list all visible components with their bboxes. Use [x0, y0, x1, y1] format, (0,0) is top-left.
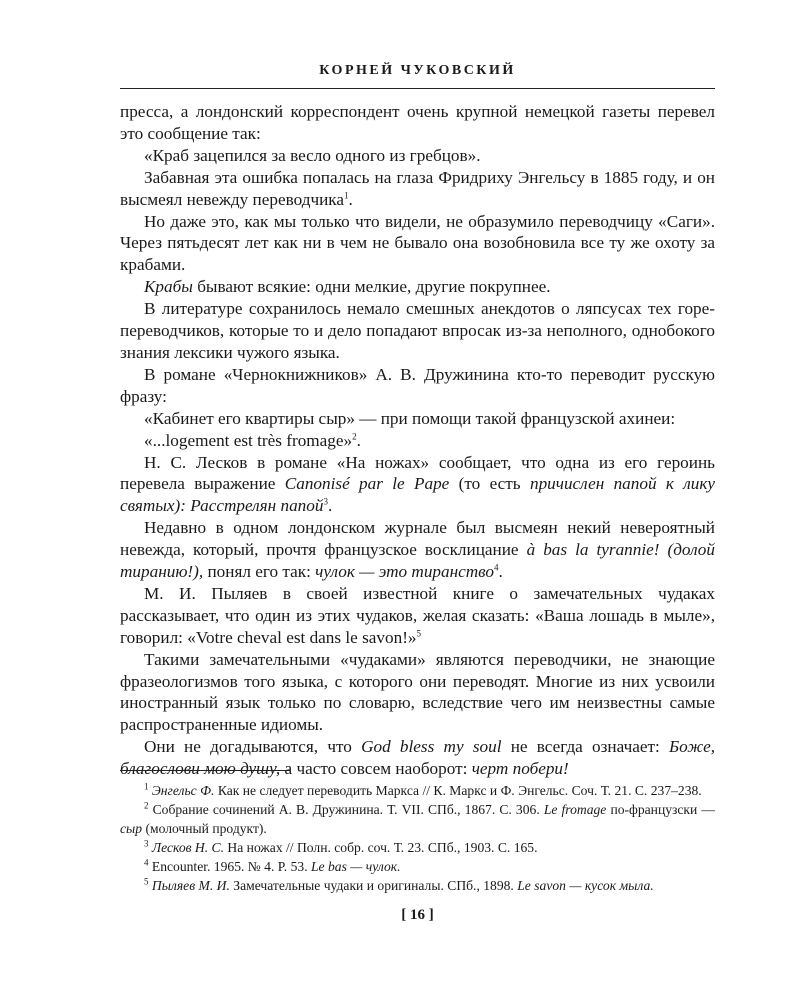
- paragraph-10-italic-b: Canonisé par le Pape: [284, 474, 450, 494]
- footnote-4-italic: Le bas — чулок.: [311, 859, 401, 874]
- footnote-ref-1: 1: [344, 189, 349, 200]
- main-text: [120, 101, 715, 780]
- footnote-2: [120, 800, 715, 838]
- footnote-4: [120, 857, 715, 876]
- paragraph-3: Забавная эта ошибка попалась на глаза Фридриху Энгельсу в 1885 году, и он высмеял невежду переводчика$^1$.: [120, 167, 715, 209]
- footnote-ref-2: 2: [352, 430, 357, 441]
- paragraph-14-text-a: Они не догадываются, что: [144, 737, 362, 757]
- paragraph-12-text: М. И. Пыляев в своей известной книге о замечательных чудаках рассказывает, что один из этих чудаков, желая сказать: «Ваша лошадь в мыле», говорил: «Votre cheval est dans le savon!»: [120, 583, 715, 647]
- footnote-1: [120, 781, 715, 800]
- footnote-2-text-e: (молочный продукт).: [142, 821, 267, 836]
- footnote-3: [120, 838, 715, 857]
- footnote-3-author: Лесков Н. С.: [151, 840, 225, 855]
- paragraph-9: «...logement est très fromage»$^2$.: [144, 430, 361, 450]
- paragraph-11-text-a: Недавно в одном лондонском журнале был высмеян некий невероятный невежда, который, прочтя французское восклицание: [120, 518, 715, 560]
- paragraph-3-text: Забавная эта ошибка попалась на глаза Фридриху Энгельсу в 1885 году, и он высмеял невежду переводчика: [120, 167, 715, 209]
- paragraph-14-text-e: а часто совсем наоборот:: [280, 759, 472, 779]
- footnote-4-text: Encounter. 1965. № 4. P. 53.: [148, 859, 311, 874]
- footnote-3-number: 3: [144, 838, 149, 849]
- page-number: [ 16 ]: [401, 907, 434, 923]
- paragraph-11-italic-b: à bas la tyrannie! (долой тиранию!),: [120, 540, 715, 582]
- paragraph-9-text: «...logement est très fromage»: [144, 430, 353, 450]
- header-rule: [120, 88, 715, 89]
- footnote-2-text-c: по-французски —: [606, 802, 716, 817]
- paragraph-10: Н. С. Лесков в романе «На ножах» сообщает, что одна из его героинь перевела выражение Canonisé par le Pape (то есть причислен папой к лику святых): Расстрелян папой$^3$.: [120, 452, 716, 516]
- footnote-5: [120, 876, 715, 895]
- footnote-ref-3: 3: [323, 496, 328, 507]
- footnote-2-italic-b: Le fromage: [543, 802, 607, 817]
- footnote-5-author: Пыляев М. И.: [151, 878, 230, 893]
- footnote-ref-4: 4: [494, 562, 499, 573]
- paragraph-10-italic-d: причислен папой к лику святых): Расстрелян папой: [120, 474, 716, 516]
- footnote-4-number: 4: [144, 857, 149, 868]
- footnote-1-text: Как не следует переводить Маркса // К. Маркс и Ф. Энгельс. Соч. Т. 21. С. 237–238.: [214, 783, 702, 798]
- paragraph-6: В литературе сохранилось немало смешных анекдотов о ляпсусах тех горе-переводчиков, которые то и дело попадают впросак из-за неполного, однобокого знания лексики чужого языка.: [120, 299, 715, 362]
- footnote-rule: [120, 770, 290, 771]
- footnote-2-italic-d: сыр: [120, 821, 143, 836]
- paragraph-10-text-c: (то есть: [449, 474, 530, 494]
- paragraph-11-text-c: понял его так:: [203, 562, 316, 582]
- running-head-title: КОРНЕЙ ЧУКОВСКИЙ: [319, 63, 516, 78]
- paragraph-14-text-c: не всегда означает:: [501, 737, 669, 757]
- paragraph-14-italic-b: God bless my soul: [361, 737, 502, 757]
- footnote-5-text: Замечательные чудаки и оригиналы. СПб., 1898.: [229, 878, 518, 893]
- paragraph-4: Но даже это, как мы только что видели, не образумило переводчицу «Саги». Через пятьдесят лет как ни в чем не бывало она возобновила все ту же охоту за крабами.: [120, 211, 715, 275]
- footnote-ref-5: 5: [416, 628, 422, 639]
- footnote-5-number: 5: [144, 876, 149, 887]
- paragraph-11: Недавно в одном лондонском журнале был высмеян некий невероятный невежда, который, прочтя французское восклицание à bas la tyrannie! (долой тиранию!), понял его так: чулок — это тиранство$^4$.: [120, 518, 715, 582]
- footnote-2-text-a: Собрание сочинений А. В. Дружинина. Т. VII. СПб., 1867. С. 306.: [148, 802, 544, 817]
- paragraph-1: пресса, а лондонский корреспондент очень крупной немецкой газеты перевел это сообщение так:: [120, 102, 715, 143]
- footnote-1-number: 1: [144, 781, 149, 792]
- paragraph-12: [120, 583, 715, 649]
- paragraph-11-italic-d: чулок — это тиранство: [315, 562, 494, 582]
- book-page: [120, 0, 715, 1000]
- footnote-1-author: Энгельс Ф.: [151, 783, 215, 798]
- footnotes: [120, 781, 715, 895]
- paragraph-14-italic-d: Боже, благослови мою душу,: [120, 737, 715, 779]
- paragraph-14-italic-f: черт побери!: [471, 759, 569, 779]
- paragraph-5-italic: Крабы: [144, 277, 193, 297]
- paragraph-13: Такими замечательными «чудаками» являются переводчики, не знающие фразеологизмов того языка, с которого они переводят. Многие из них усвоили иностранный язык только по словарю, вследствие чего им неизвестны самые распространенные идиомы.: [120, 649, 715, 735]
- paragraph-5: [120, 276, 715, 298]
- paragraph-2: «Краб зацепился за весло одного из гребцов».: [144, 145, 481, 165]
- footnote-5-italic: Le savon — кусок мыла.: [517, 878, 654, 893]
- paragraph-7: В романе «Чернокнижников» А. В. Дружинина кто-то переводит русскую фразу:: [120, 364, 715, 406]
- paragraph-10-text-a: Н. С. Лесков в романе «На ножах» сообщает, что одна из его героинь перевела выражение: [120, 452, 715, 494]
- paragraph-8: «Кабинет его квартиры сыр» — при помощи такой французской ахинеи:: [144, 408, 676, 428]
- footnote-3-text: На ножах // Полн. собр. соч. Т. 23. СПб., 1903. С. 165.: [224, 840, 538, 855]
- paragraph-14: [120, 736, 715, 780]
- paragraph-5-text: бывают всякие: одни мелкие, другие покрупнее.: [192, 277, 551, 297]
- footnote-2-number: 2: [144, 800, 149, 811]
